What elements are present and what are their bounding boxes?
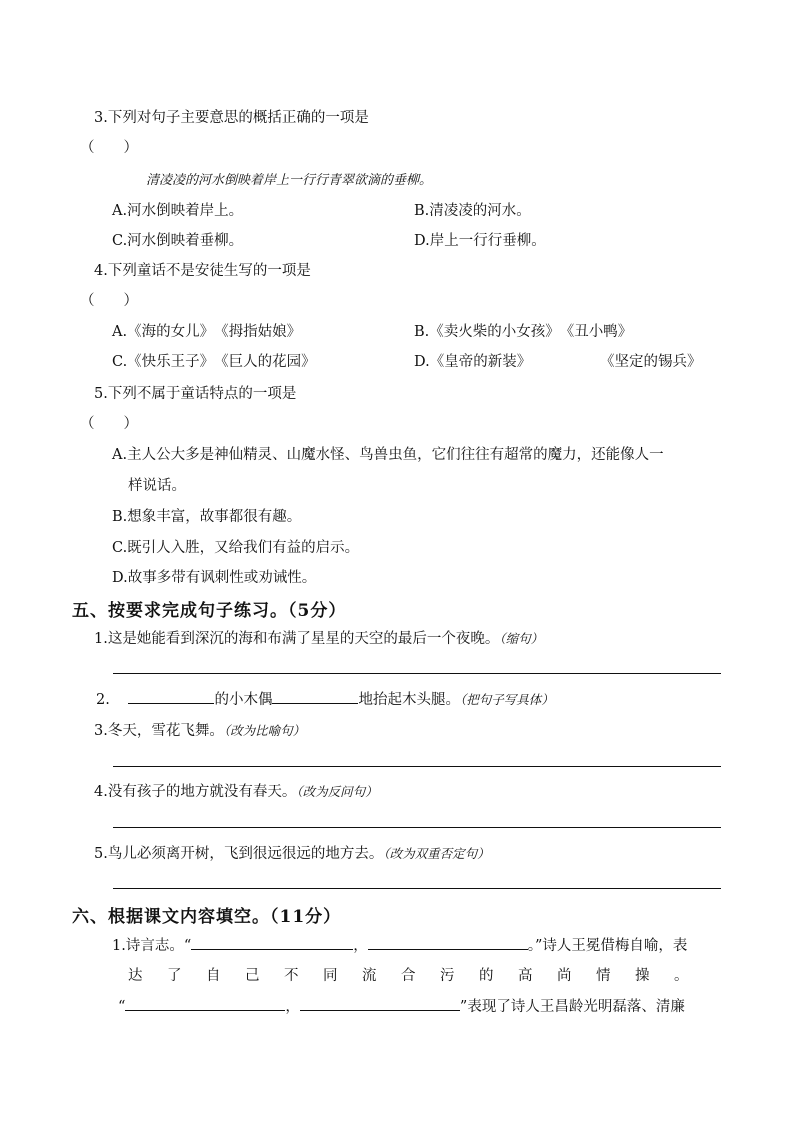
s5-item-2-note: （把句子写具体）: [459, 692, 554, 707]
q4-option-d-second-title: 《坚定的锡兵》: [600, 354, 702, 370]
q4-option-d[interactable]: D.《皇帝的新装》: [414, 354, 532, 370]
q3-option-d[interactable]: D.岸上一行行垂柳。: [414, 233, 546, 249]
s5-item-1-note: （缩句）: [499, 631, 544, 646]
s6-item-1-blank-2[interactable]: [368, 935, 528, 950]
section-6-title: 六、根据课文内容填空。（11分）: [72, 907, 342, 927]
q5-option-b[interactable]: B.想象丰富，故事都很有趣。: [112, 509, 302, 525]
s5-item-2-blank-1[interactable]: [128, 689, 214, 704]
q4-stem: 4.下列童话不是安徒生写的一项是: [94, 263, 311, 279]
s5-item-3-answer-line[interactable]: [113, 766, 721, 767]
s5-item-2-mid: 的小木偶: [214, 692, 273, 708]
q4-option-a[interactable]: A.《海的女儿》 《拇指姑娘》: [112, 324, 302, 340]
q5-answer-paren[interactable]: （ ）: [80, 416, 138, 432]
s5-item-5: [94, 842, 490, 863]
s6-item-1-blank-4[interactable]: [300, 996, 460, 1011]
s6-item-1-comma-2: ，: [285, 999, 300, 1015]
q3-answer-paren[interactable]: （ ）: [80, 140, 138, 156]
s5-item-3: [94, 719, 305, 740]
q3-option-a[interactable]: A.河水倒映着岸上。: [112, 203, 244, 219]
s5-item-4-text: 4.没有孩子的地方就没有春天。: [94, 784, 297, 800]
s6-item-1-blank-3[interactable]: [125, 996, 285, 1011]
s5-item-4-note: （改为反问句）: [296, 784, 378, 799]
q5-option-c[interactable]: C.既引人入胜，又给我们有益的启示。: [112, 540, 360, 556]
q3-stem: 3.下列对句子主要意思的概括正确的一项是: [94, 110, 369, 126]
q4-option-c[interactable]: C.《快乐王子》 《巨人的花园》: [112, 354, 316, 370]
s5-item-5-text: 5.鸟儿必须离开树，飞到很远很远的地方去。: [94, 846, 384, 862]
s6-item-1-start: 1.诗言志。“: [112, 938, 192, 954]
q3-sentence: 清凌凌的河水倒映着岸上一行行青翠欲滴的垂柳。: [146, 173, 433, 188]
s6-item-1-tail: ”表现了诗人王昌龄光明磊落、清廉: [459, 999, 685, 1015]
q5-option-a-cont: 样说话。: [128, 478, 186, 494]
s5-item-5-answer-line[interactable]: [113, 888, 721, 889]
s5-item-1-text: 1.这是她能看到深沉的海和布满了星星的天空的最后一个夜晚。: [94, 631, 500, 647]
s6-item-1-open-quote: “: [118, 999, 126, 1015]
q5-option-d[interactable]: D.故事多带有讽刺性或劝诫性。: [112, 570, 317, 586]
q4-option-b[interactable]: B.《卖火柴的小女孩》 《丑小鸭》: [414, 324, 633, 340]
s5-item-2-end: 地抬起木头腿。: [358, 692, 460, 708]
s5-item-3-note: （改为比喻句）: [223, 723, 306, 738]
section-5-title: 五、按要求完成句子练习。（5分）: [72, 601, 347, 621]
q3-option-b[interactable]: B.清凌凌的河水。: [414, 203, 531, 219]
q5-stem: 5.下列不属于童话特点的一项是: [94, 386, 297, 402]
s6-item-1-line-2: 达了自己不同流合污的高尚情操。: [128, 968, 713, 984]
s6-item-1-comma: ，: [353, 938, 368, 954]
s5-item-2-number: 2.: [96, 692, 110, 708]
s5-item-1: [94, 627, 543, 648]
s5-item-1-answer-line[interactable]: [113, 673, 721, 674]
s6-item-1-line-3: [118, 995, 685, 1016]
s6-item-1-end: 。”诗人王冕借梅自喻，表: [527, 938, 688, 954]
s5-item-2: [96, 688, 554, 709]
s5-item-3-text: 3.冬天，雪花飞舞。: [94, 723, 224, 739]
s5-item-4: [94, 780, 378, 801]
s5-item-2-blank-2[interactable]: [272, 689, 358, 704]
s5-item-4-answer-line[interactable]: [113, 827, 721, 828]
s6-item-1-line-1: [112, 934, 687, 955]
q3-option-c[interactable]: C.河水倒映着垂柳。: [112, 233, 244, 249]
q4-answer-paren[interactable]: （ ）: [80, 293, 138, 309]
q5-option-a[interactable]: A.主人公大多是神仙精灵、山魔水怪、鸟兽虫鱼，它们往往有超常的魔力，还能像人一: [112, 447, 664, 463]
s5-item-5-note: （改为双重否定句）: [383, 846, 490, 861]
s6-item-1-blank-1[interactable]: [191, 935, 353, 950]
